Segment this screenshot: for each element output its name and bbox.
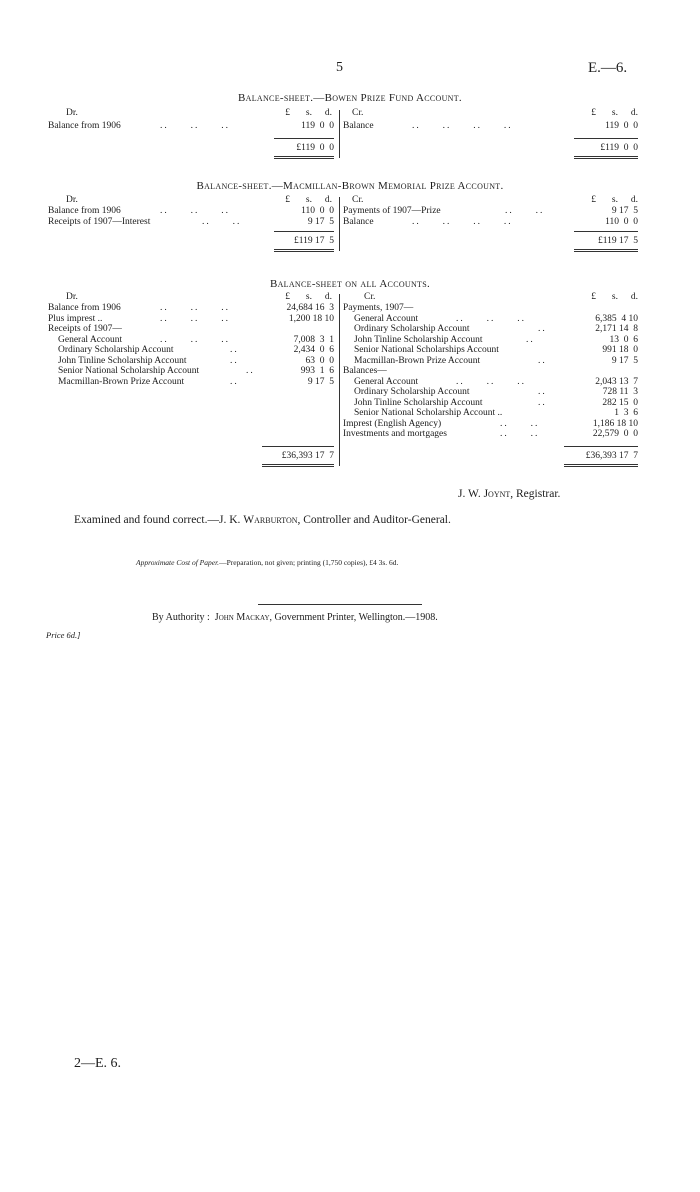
all-cr-row-leader: .. [526,334,535,345]
all-cr-row-amount: 282 15 0 [602,397,638,408]
footer-signature-mark: 2—E. 6. [74,1056,122,1071]
all-dr-row-label: Balance from 1906 [48,303,121,313]
all-accounts-divider [339,294,340,466]
all-cr-row-label: Imprest (English Agency) [343,418,442,429]
all-cr-row-label: Payments, 1907— [343,303,414,313]
all-dr-row-amount: 63 0 0 [305,355,334,366]
cost-of-paper-text: —Preparation, not given; printing (1,750 copies), £4 3s. 6d. [219,558,399,567]
macmillan-cr-pence: d. [630,195,638,205]
bowen-dr-row-leader: .. .. .. [160,121,230,131]
all-cr-row-amount: 728 11 3 [602,387,638,397]
all-cr-row-label: General Account [354,376,419,387]
all-dr-pound: £ [285,292,290,302]
all-cr-row-label: Senior National Scholarship Account .. [354,408,503,418]
registrar-signature [458,488,560,500]
all-dr-row-label: John Tinline Scholarship Account [58,355,187,366]
bowen-table [0,108,700,168]
bowen-cr-pound: £ [591,108,596,118]
macmillan-cr-label: Cr. [352,195,364,205]
macmillan-dr-row-leader: .. .. .. [160,206,230,216]
all-accounts-heading: Balance-sheet on all Accounts. [269,278,431,290]
registrar-role: , Registrar. [510,488,561,500]
bowen-dr-pence: d. [324,108,332,118]
all-dr-row-amount: 7,008 3 1 [293,334,334,345]
printer-name: John Mackay [214,612,270,623]
macmillan-cr-shilling: s. [611,195,618,205]
macmillan-dr-label: Dr. [66,195,78,205]
macmillan-heading [0,180,700,192]
macmillan-dr-pence: d. [324,195,332,205]
all-dr-subtotal-rule [262,446,334,447]
all-cr-subtotal-rule [564,446,638,447]
all-dr-shilling: s. [305,292,312,302]
all-cr-total: £36,393 17 7 [585,451,638,461]
all-cr-row-amount: 1 3 6 [614,408,638,418]
all-cr-pound: £ [591,292,596,302]
macmillan-cr-row-amount: 9 17 5 [611,206,638,216]
paper-code: E.—6. [588,60,628,76]
macmillan-dr-row-label: Balance from 1906 [48,206,121,216]
all-cr-row-label: John Tinline Scholarship Account [354,397,483,408]
all-cr-row-amount: 9 17 5 [611,355,638,366]
macmillan-cr-row-leader: .. .. .. .. [412,217,513,227]
all-cr-row-leader: .. .. [500,418,540,429]
macmillan-cr-pound: £ [591,195,596,205]
bowen-cr-subtotal-rule [574,138,638,139]
all-dr-row-leader: .. [230,355,239,366]
all-cr-row-leader: .. .. [500,429,540,439]
all-cr-row-leader: .. .. .. [456,313,526,324]
macmillan-dr-row-label: Receipts of 1907—Interest [48,217,151,227]
all-cr-pence: d. [630,292,638,302]
macmillan-dr-total: £119 17 5 [293,236,334,246]
macmillan-dr-shilling: s. [305,195,312,205]
macmillan-cr-row-label: Payments of 1907—Prize [343,206,441,216]
cost-of-paper [136,558,398,567]
all-dr-row-amount: 1,200 18 10 [288,313,334,324]
macmillan-heading-prefix: Balance-sheet. [196,180,272,192]
bowen-cr-total-rule [574,156,638,159]
bowen-dr-label: Dr. [66,108,78,118]
examined-suffix: , Controller and Auditor-General. [297,514,451,526]
macmillan-dr-row-amount: 110 0 0 [301,206,334,216]
all-cr-row-label: General Account [354,313,419,324]
all-dr-row-amount: 24,684 16 3 [286,303,334,313]
all-dr-row-amount: 993 1 6 [300,366,334,376]
all-dr-total: £36,393 17 7 [281,451,334,461]
bowen-cr-total: £119 0 0 [600,143,638,153]
bowen-dr-subtotal-rule [274,138,334,139]
registrar-name: J. W. Joynt [458,488,511,500]
all-cr-row-leader: .. [538,324,547,334]
all-dr-row-leader: .. .. .. [160,313,230,324]
macmillan-dr-total-rule [274,249,334,252]
all-cr-row-label: Ordinary Scholarship Account [354,387,470,397]
auditor-name: Warburton [243,514,298,526]
all-dr-row-leader: .. [230,376,239,387]
macmillan-cr-row-label: Balance [343,217,374,227]
all-dr-row-label: Ordinary Scholarship Account [58,345,174,355]
macmillan-cr-total-rule [574,249,638,252]
bowen-dr-total-rule [274,156,334,159]
macmillan-cr-row-amount: 110 0 0 [605,217,638,227]
all-cr-row-leader: .. [538,387,547,397]
authority-suffix: , Government Printer, Wellington.—1908. [269,612,438,623]
macmillan-cr-subtotal-rule [574,231,638,232]
macmillan-heading-title: —Macmillan-Brown Memorial Prize Account. [271,180,504,192]
all-dr-row-label: Senior National Scholarship Account [58,366,200,376]
all-cr-row-label: Senior National Scholarships Account [354,345,499,355]
bowen-cr-label: Cr. [352,108,364,118]
page-number: 5 [336,60,343,75]
all-dr-row-amount: 2,434 0 6 [293,345,334,355]
all-dr-row-label: Plus imprest .. [48,313,103,324]
authority-line [152,612,438,623]
bowen-dr-shilling: s. [305,108,312,118]
bowen-dr-row-amount: 119 0 0 [301,121,334,131]
all-cr-row-leader: .. [538,355,547,366]
all-cr-row-label: Balances— [343,366,387,376]
all-cr-row-leader: .. [538,397,547,408]
macmillan-dr-subtotal-rule [274,231,334,232]
bowen-dr-total: £119 0 0 [296,143,334,153]
bowen-divider [339,110,340,158]
bowen-cr-row-leader: .. .. .. .. [412,121,513,131]
all-cr-row-amount: 1,186 18 10 [592,418,638,429]
all-cr-total-rule [564,464,638,467]
authority-rule [258,604,422,605]
all-cr-row-leader: .. .. .. [456,376,526,387]
all-cr-row-amount: 2,043 13 7 [595,376,638,387]
all-dr-total-rule [262,464,334,467]
all-dr-pence: d. [324,292,332,302]
all-cr-label: Cr. [364,292,376,302]
all-cr-row-amount: 991 18 0 [602,345,638,355]
all-dr-row-label: Macmillan-Brown Prize Account [58,376,185,387]
all-accounts-table [0,292,700,472]
authority-prefix: By Authority : [152,612,215,623]
all-dr-label: Dr. [66,292,78,302]
macmillan-divider [339,197,340,251]
all-dr-row-leader: .. .. .. [160,334,230,345]
all-dr-row-amount: 9 17 5 [307,376,334,387]
all-cr-row-amount: 13 0 6 [609,334,638,345]
bowen-heading-prefix: Balance-sheet. [238,92,314,104]
bowen-dr-pound: £ [285,108,290,118]
all-dr-row-leader: .. .. .. [160,303,230,313]
all-dr-row-leader: .. [246,366,255,376]
examined-prefix: Examined and found correct.—J. K. [74,514,244,526]
bowen-heading [0,92,700,104]
bowen-cr-row-label: Balance [343,121,374,131]
all-cr-row-amount: 6,385 4 10 [595,313,638,324]
all-cr-row-amount: 22,579 0 0 [592,429,638,439]
macmillan-dr-row-amount: 9 17 5 [307,217,334,227]
macmillan-dr-row-leader: .. .. [202,217,242,227]
macmillan-cr-row-leader: .. .. [505,206,545,216]
bowen-cr-row-amount: 119 0 0 [605,121,638,131]
cost-of-paper-label: Approximate Cost of Paper. [136,558,220,567]
all-cr-shilling: s. [611,292,618,302]
all-cr-row-label: John Tinline Scholarship Account [354,334,483,345]
all-cr-row-label: Macmillan-Brown Prize Account [354,355,481,366]
bowen-heading-title: —Bowen Prize Fund Account. [313,92,462,104]
bowen-dr-row-label: Balance from 1906 [48,121,121,131]
bowen-cr-shilling: s. [611,108,618,118]
all-dr-row-label: Receipts of 1907— [48,324,122,334]
all-cr-row-label: Investments and mortgages [343,429,447,439]
price-note: Price 6d.] [46,630,81,640]
macmillan-table [0,195,700,259]
all-cr-row-label: Ordinary Scholarship Account [354,324,470,334]
all-dr-row-label: General Account [58,334,123,345]
all-dr-row-leader: .. [230,345,239,355]
macmillan-dr-pound: £ [285,195,290,205]
examined-statement [74,514,451,526]
macmillan-cr-total: £119 17 5 [597,236,638,246]
all-cr-row-amount: 2,171 14 8 [595,324,638,334]
bowen-cr-pence: d. [630,108,638,118]
